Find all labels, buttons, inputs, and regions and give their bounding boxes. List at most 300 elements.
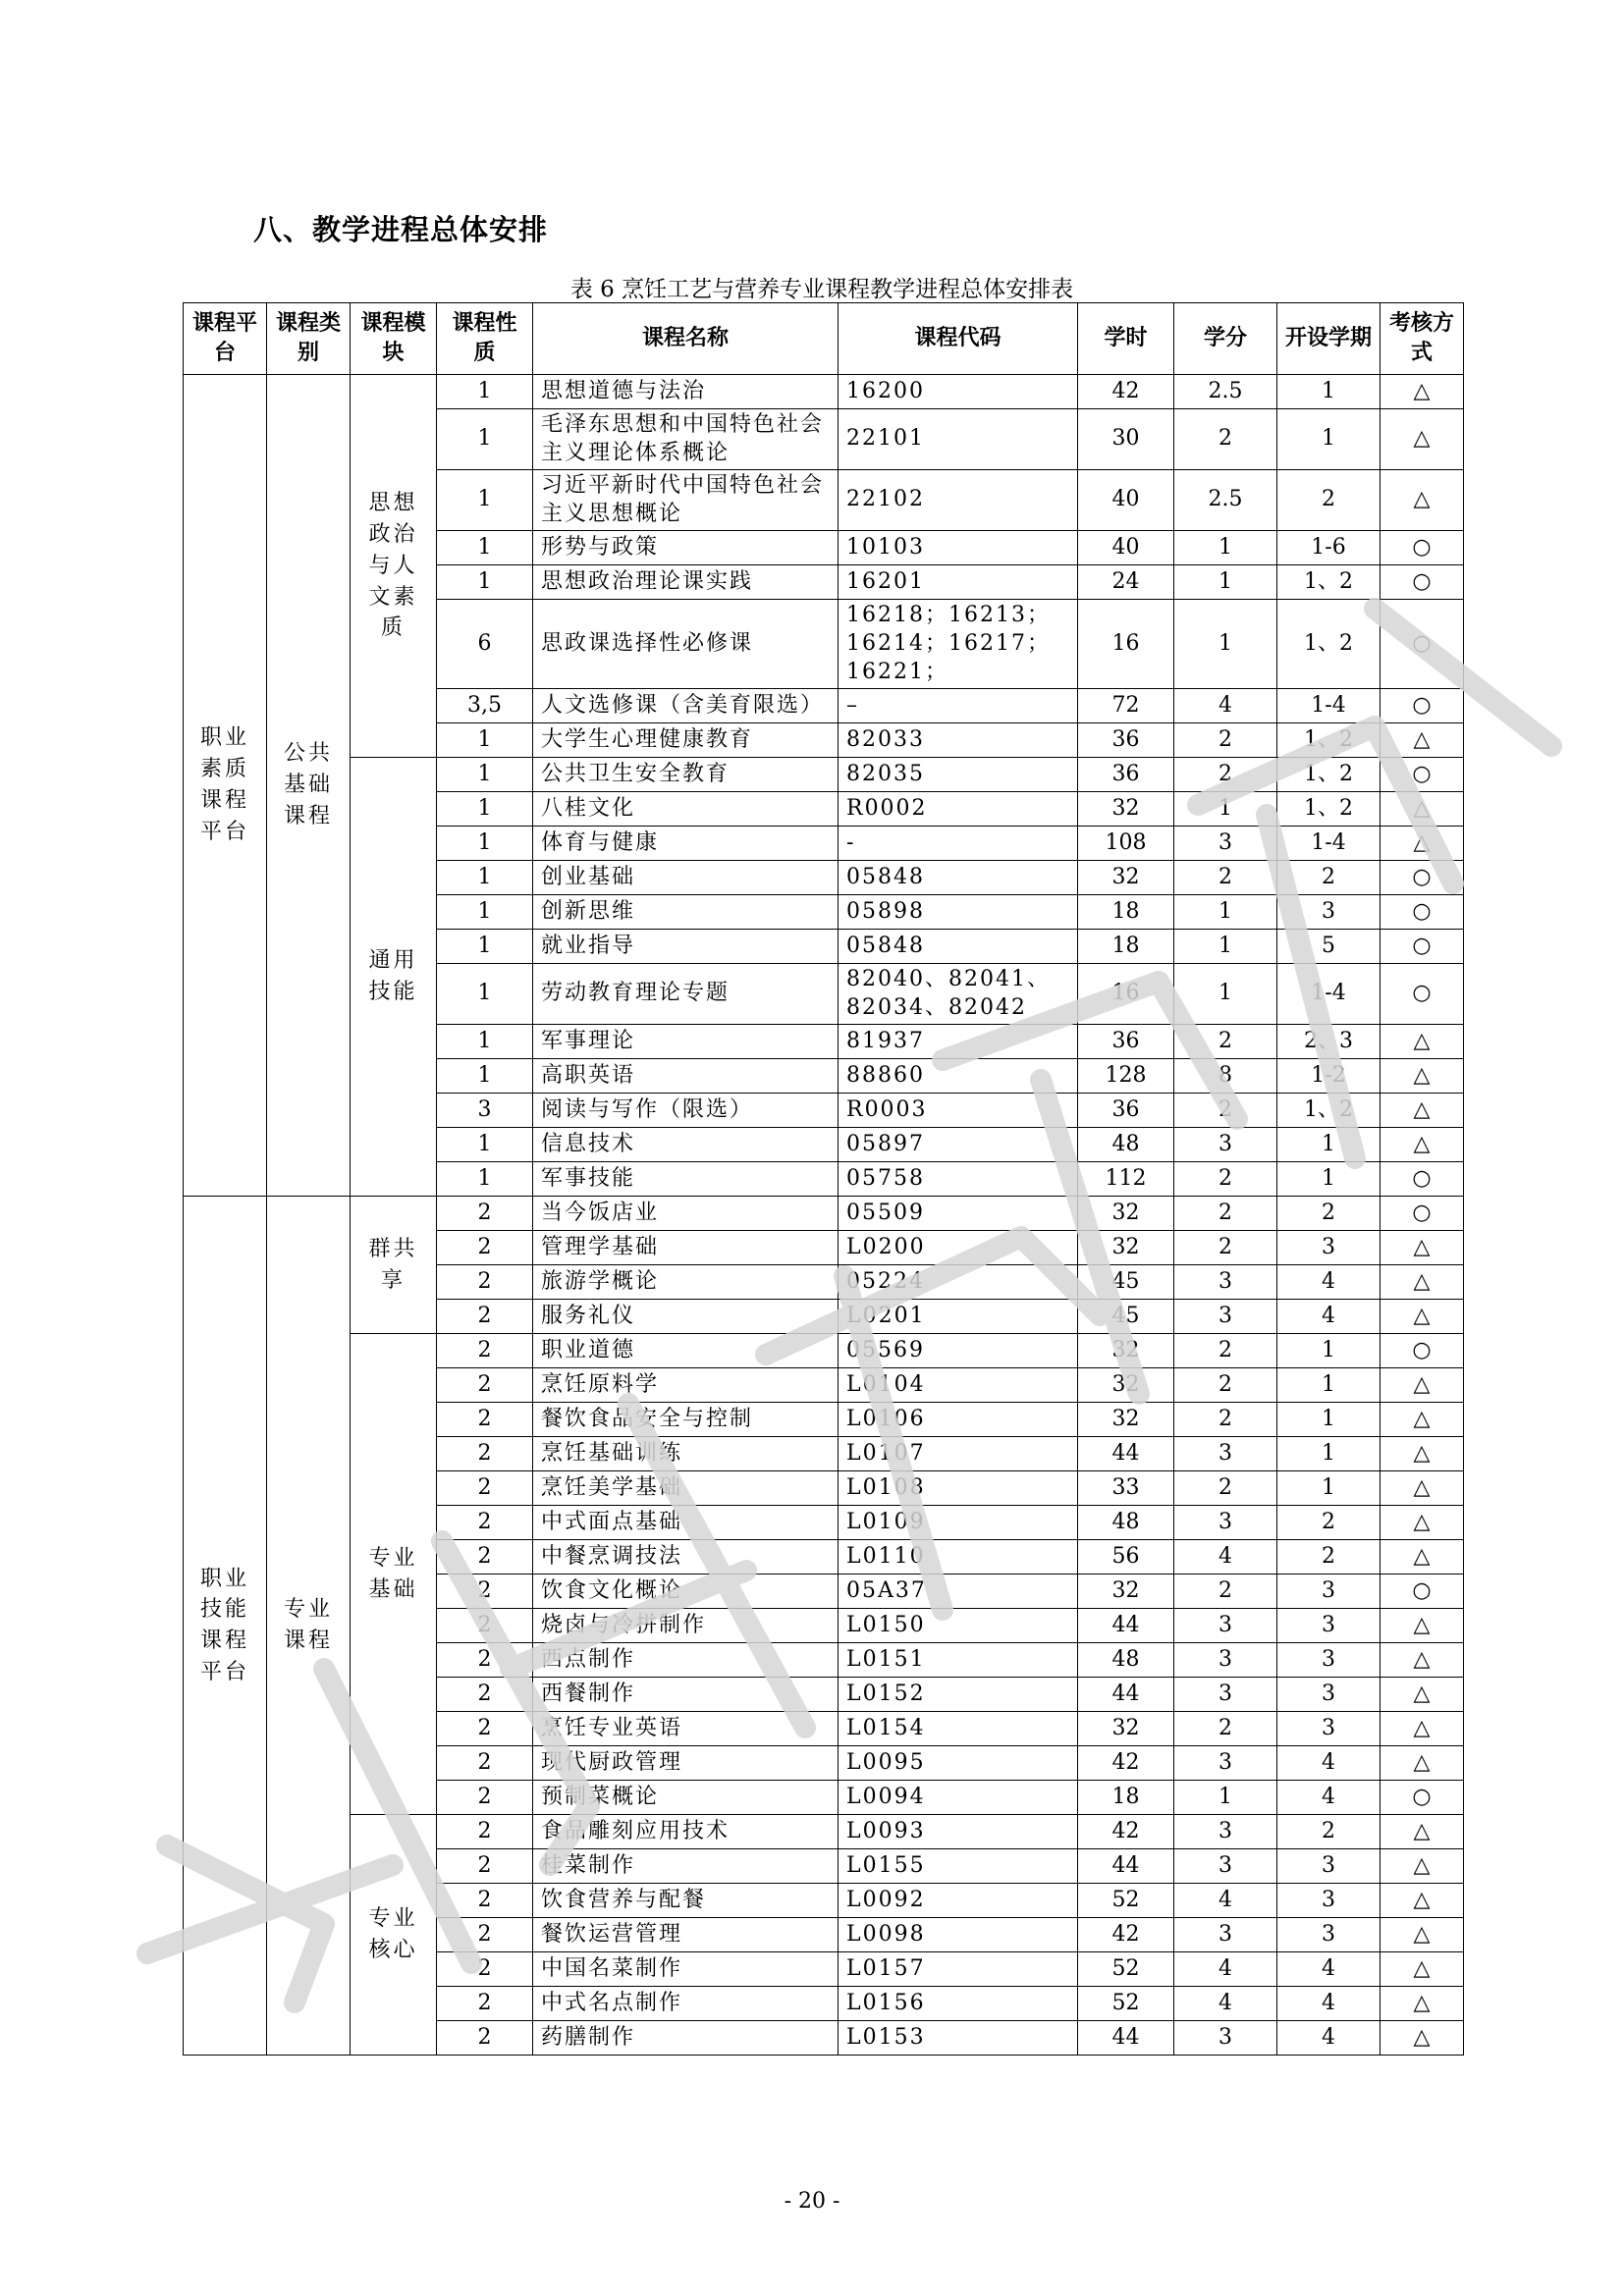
col-semester-header: 开设学期: [1277, 303, 1380, 375]
hours-cell: 32: [1078, 1575, 1174, 1609]
exam-cell: △: [1380, 1059, 1464, 1094]
course-name-cell: 中餐烹调技法: [533, 1540, 839, 1575]
nature-cell: 2: [437, 1952, 533, 1987]
course-code-cell: 05758: [839, 1162, 1078, 1197]
hours-cell: 42: [1078, 1746, 1174, 1781]
course-code-cell: -: [839, 827, 1078, 861]
semester-cell: 4: [1277, 1781, 1380, 1815]
nature-cell: 1: [437, 1059, 533, 1094]
exam-cell: △: [1380, 1746, 1464, 1781]
credits-cell: 2: [1174, 1712, 1277, 1746]
nature-cell: 2: [437, 1471, 533, 1506]
credits-cell: 3: [1174, 1849, 1277, 1884]
course-code-cell: L0109: [839, 1506, 1078, 1540]
credits-cell: 3: [1174, 827, 1277, 861]
nature-cell: 2: [437, 2021, 533, 2056]
semester-cell: 2、3: [1277, 1025, 1380, 1059]
semester-cell: 4: [1277, 2021, 1380, 2056]
course-name-cell: 公共卫生安全教育: [533, 758, 839, 792]
course-code-cell: R0002: [839, 792, 1078, 827]
course-code-cell: 22102: [839, 470, 1078, 531]
semester-cell: 3: [1277, 1575, 1380, 1609]
nature-cell: 3,5: [437, 689, 533, 723]
course-code-cell: 10103: [839, 531, 1078, 565]
exam-cell: ○: [1380, 1334, 1464, 1368]
course-name-cell: 中国名菜制作: [533, 1952, 839, 1987]
credits-cell: 2: [1174, 1403, 1277, 1437]
hours-cell: 48: [1078, 1128, 1174, 1162]
course-code-cell: L0092: [839, 1884, 1078, 1918]
credits-cell: 3: [1174, 1300, 1277, 1334]
exam-cell: ○: [1380, 895, 1464, 930]
credits-cell: 3: [1174, 1918, 1277, 1952]
nature-cell: 2: [437, 1643, 533, 1678]
course-name-cell: 饮食营养与配餐: [533, 1884, 839, 1918]
course-name-cell: 思想道德与法治: [533, 375, 839, 409]
course-code-cell: L0154: [839, 1712, 1078, 1746]
course-name-cell: 高职英语: [533, 1059, 839, 1094]
platform-cell: 职业素质课程平台: [184, 375, 267, 1197]
semester-cell: 1-4: [1277, 827, 1380, 861]
exam-cell: △: [1380, 375, 1464, 409]
course-code-cell: R0003: [839, 1094, 1078, 1128]
semester-cell: 2: [1277, 1815, 1380, 1849]
course-code-cell: L0200: [839, 1231, 1078, 1265]
course-name-cell: 饮食文化概论: [533, 1575, 839, 1609]
nature-cell: 2: [437, 1197, 533, 1231]
nature-cell: 1: [437, 964, 533, 1025]
course-name-cell: 创新思维: [533, 895, 839, 930]
course-name-cell: 桂菜制作: [533, 1849, 839, 1884]
col-nature-header: 课程性质: [437, 303, 533, 375]
nature-cell: 1: [437, 723, 533, 758]
hours-cell: 32: [1078, 1712, 1174, 1746]
col-exam-header: 考核方式: [1380, 303, 1464, 375]
credits-cell: 2: [1174, 409, 1277, 470]
semester-cell: 1、2: [1277, 565, 1380, 600]
hours-cell: 18: [1078, 895, 1174, 930]
course-code-cell: 22101: [839, 409, 1078, 470]
semester-cell: 4: [1277, 1300, 1380, 1334]
course-name-cell: 中式面点基础: [533, 1506, 839, 1540]
nature-cell: 1: [437, 792, 533, 827]
table-caption: 表 6 烹饪工艺与营养专业课程教学进程总体安排表: [569, 277, 1074, 302]
col-credits-header: 学分: [1174, 303, 1277, 375]
credits-cell: 4: [1174, 1952, 1277, 1987]
semester-cell: 3: [1277, 1678, 1380, 1712]
hours-cell: 36: [1078, 1025, 1174, 1059]
hours-cell: 52: [1078, 1987, 1174, 2021]
exam-cell: △: [1380, 1849, 1464, 1884]
credits-cell: 4: [1174, 1884, 1277, 1918]
course-code-cell: 05224: [839, 1265, 1078, 1300]
semester-cell: 1-4: [1277, 689, 1380, 723]
exam-cell: ○: [1380, 1575, 1464, 1609]
credits-cell: 4: [1174, 689, 1277, 723]
hours-cell: 18: [1078, 1781, 1174, 1815]
course-name-cell: 餐饮运营管理: [533, 1918, 839, 1952]
credits-cell: 2: [1174, 1334, 1277, 1368]
nature-cell: 2: [437, 1300, 533, 1334]
course-name-cell: 人文选修课（含美育限选）: [533, 689, 839, 723]
hours-cell: 32: [1078, 792, 1174, 827]
hours-cell: 44: [1078, 1609, 1174, 1643]
hours-cell: 42: [1078, 375, 1174, 409]
nature-cell: 2: [437, 1334, 533, 1368]
credits-cell: 2: [1174, 1471, 1277, 1506]
table-row: [184, 1334, 1464, 1368]
hours-cell: 32: [1078, 1334, 1174, 1368]
nature-cell: 1: [437, 531, 533, 565]
course-code-cell: 05848: [839, 930, 1078, 964]
course-code-cell: 82040、82041、82034、82042: [839, 964, 1078, 1025]
hours-cell: 42: [1078, 1918, 1174, 1952]
exam-cell: △: [1380, 1678, 1464, 1712]
exam-cell: △: [1380, 1643, 1464, 1678]
credits-cell: 8: [1174, 1059, 1277, 1094]
platform-cell: 职业技能课程平台: [184, 1197, 267, 2056]
course-name-cell: 思政课选择性必修课: [533, 600, 839, 689]
nature-cell: 1: [437, 1025, 533, 1059]
credits-cell: 1: [1174, 531, 1277, 565]
col-platform-header: 课程平台: [184, 303, 267, 375]
exam-cell: △: [1380, 1437, 1464, 1471]
table-row: [184, 375, 1464, 409]
exam-cell: △: [1380, 827, 1464, 861]
nature-cell: 2: [437, 1609, 533, 1643]
course-name-cell: 烧卤与冷拼制作: [533, 1609, 839, 1643]
course-code-cell: –: [839, 689, 1078, 723]
nature-cell: 1: [437, 827, 533, 861]
exam-cell: ○: [1380, 600, 1464, 689]
section-title: 八、教学进程总体安排: [253, 213, 549, 246]
course-code-cell: 05848: [839, 861, 1078, 895]
course-code-cell: L0098: [839, 1918, 1078, 1952]
course-code-cell: 82033: [839, 723, 1078, 758]
exam-cell: △: [1380, 1712, 1464, 1746]
course-name-cell: 军事技能: [533, 1162, 839, 1197]
exam-cell: ○: [1380, 1781, 1464, 1815]
exam-cell: △: [1380, 470, 1464, 531]
credits-cell: 1: [1174, 930, 1277, 964]
credits-cell: 3: [1174, 1506, 1277, 1540]
semester-cell: 1、2: [1277, 792, 1380, 827]
table-row: [184, 1197, 1464, 1231]
course-name-cell: 旅游学概论: [533, 1265, 839, 1300]
nature-cell: 2: [437, 1781, 533, 1815]
semester-cell: 2: [1277, 861, 1380, 895]
nature-cell: 2: [437, 1918, 533, 1952]
nature-cell: 1: [437, 1162, 533, 1197]
credits-cell: 3: [1174, 1128, 1277, 1162]
hours-cell: 108: [1078, 827, 1174, 861]
hours-cell: 44: [1078, 1678, 1174, 1712]
nature-cell: 2: [437, 1575, 533, 1609]
exam-cell: △: [1380, 1403, 1464, 1437]
course-name-cell: 体育与健康: [533, 827, 839, 861]
course-code-cell: L0150: [839, 1609, 1078, 1643]
credits-cell: 2.5: [1174, 470, 1277, 531]
hours-cell: 32: [1078, 1197, 1174, 1231]
exam-cell: △: [1380, 1540, 1464, 1575]
hours-cell: 24: [1078, 565, 1174, 600]
course-name-cell: 服务礼仪: [533, 1300, 839, 1334]
course-code-cell: L0151: [839, 1643, 1078, 1678]
course-name-cell: 中式名点制作: [533, 1987, 839, 2021]
course-code-cell: 05898: [839, 895, 1078, 930]
course-name-cell: 军事理论: [533, 1025, 839, 1059]
course-name-cell: 阅读与写作（限选）: [533, 1094, 839, 1128]
course-name-cell: 药膳制作: [533, 2021, 839, 2056]
course-code-cell: L0094: [839, 1781, 1078, 1815]
hours-cell: 36: [1078, 723, 1174, 758]
exam-cell: ○: [1380, 930, 1464, 964]
exam-cell: ○: [1380, 1197, 1464, 1231]
module-cell: 专业核心: [351, 1815, 437, 2056]
semester-cell: 3: [1277, 1884, 1380, 1918]
course-code-cell: 81937: [839, 1025, 1078, 1059]
course-name-cell: 烹饪美学基础: [533, 1471, 839, 1506]
course-name-cell: 思想政治理论课实践: [533, 565, 839, 600]
credits-cell: 3: [1174, 1746, 1277, 1781]
semester-cell: 1、2: [1277, 758, 1380, 792]
hours-cell: 16: [1078, 964, 1174, 1025]
semester-cell: 1、2: [1277, 723, 1380, 758]
hours-cell: 45: [1078, 1265, 1174, 1300]
semester-cell: 4: [1277, 1746, 1380, 1781]
hours-cell: 36: [1078, 1094, 1174, 1128]
course-code-cell: L0152: [839, 1678, 1078, 1712]
table-body: [184, 375, 1464, 2056]
credits-cell: 2: [1174, 1162, 1277, 1197]
credits-cell: 4: [1174, 1987, 1277, 2021]
course-code-cell: L0108: [839, 1471, 1078, 1506]
exam-cell: ○: [1380, 531, 1464, 565]
semester-cell: 1-2: [1277, 1059, 1380, 1094]
hours-cell: 32: [1078, 1403, 1174, 1437]
course-name-cell: 劳动教育理论专题: [533, 964, 839, 1025]
credits-cell: 2: [1174, 1575, 1277, 1609]
semester-cell: 1: [1277, 1368, 1380, 1403]
exam-cell: ○: [1380, 565, 1464, 600]
credits-cell: 3: [1174, 1609, 1277, 1643]
semester-cell: 1-4: [1277, 964, 1380, 1025]
credits-cell: 3: [1174, 1265, 1277, 1300]
semester-cell: 5: [1277, 930, 1380, 964]
nature-cell: 1: [437, 758, 533, 792]
credits-cell: 2: [1174, 861, 1277, 895]
nature-cell: 2: [437, 1506, 533, 1540]
exam-cell: △: [1380, 1368, 1464, 1403]
exam-cell: △: [1380, 1918, 1464, 1952]
credits-cell: 1: [1174, 895, 1277, 930]
credits-cell: 2: [1174, 1231, 1277, 1265]
nature-cell: 2: [437, 1403, 533, 1437]
credits-cell: 3: [1174, 1678, 1277, 1712]
semester-cell: 1、2: [1277, 600, 1380, 689]
exam-cell: △: [1380, 1471, 1464, 1506]
nature-cell: 2: [437, 1231, 533, 1265]
module-cell: 通用技能: [351, 758, 437, 1197]
col-category-header: 课程类别: [267, 303, 351, 375]
hours-cell: 52: [1078, 1884, 1174, 1918]
credits-cell: 3: [1174, 1437, 1277, 1471]
nature-cell: 1: [437, 930, 533, 964]
exam-cell: ○: [1380, 758, 1464, 792]
category-cell: 公共基础课程: [267, 375, 351, 1197]
exam-cell: △: [1380, 1094, 1464, 1128]
credits-cell: 2: [1174, 1368, 1277, 1403]
exam-cell: △: [1380, 1231, 1464, 1265]
nature-cell: 2: [437, 1884, 533, 1918]
col-module-header: 课程模块: [351, 303, 437, 375]
semester-cell: 3: [1277, 1643, 1380, 1678]
course-name-cell: 大学生心理健康教育: [533, 723, 839, 758]
course-name-cell: 八桂文化: [533, 792, 839, 827]
hours-cell: 36: [1078, 758, 1174, 792]
credits-cell: 1: [1174, 792, 1277, 827]
hours-cell: 40: [1078, 531, 1174, 565]
hours-cell: 112: [1078, 1162, 1174, 1197]
nature-cell: 2: [437, 1368, 533, 1403]
exam-cell: △: [1380, 1815, 1464, 1849]
hours-cell: 32: [1078, 1231, 1174, 1265]
hours-cell: 72: [1078, 689, 1174, 723]
hours-cell: 30: [1078, 409, 1174, 470]
course-code-cell: L0095: [839, 1746, 1078, 1781]
nature-cell: 1: [437, 565, 533, 600]
semester-cell: 3: [1277, 1231, 1380, 1265]
semester-cell: 1: [1277, 1162, 1380, 1197]
course-code-cell: 16201: [839, 565, 1078, 600]
exam-cell: △: [1380, 1952, 1464, 1987]
table-header-row: [184, 303, 1464, 375]
hours-cell: 42: [1078, 1815, 1174, 1849]
credits-cell: 2: [1174, 1025, 1277, 1059]
hours-cell: 18: [1078, 930, 1174, 964]
exam-cell: △: [1380, 409, 1464, 470]
course-name-cell: 烹饪基础训练: [533, 1437, 839, 1471]
semester-cell: 1、2: [1277, 1094, 1380, 1128]
course-code-cell: L0107: [839, 1437, 1078, 1471]
exam-cell: △: [1380, 1128, 1464, 1162]
course-name-cell: 形势与政策: [533, 531, 839, 565]
semester-cell: 3: [1277, 895, 1380, 930]
exam-cell: △: [1380, 1884, 1464, 1918]
exam-cell: △: [1380, 1987, 1464, 2021]
semester-cell: 3: [1277, 1849, 1380, 1884]
exam-cell: △: [1380, 1265, 1464, 1300]
credits-cell: 2: [1174, 1094, 1277, 1128]
semester-cell: 3: [1277, 1609, 1380, 1643]
course-name-cell: 就业指导: [533, 930, 839, 964]
semester-cell: 2: [1277, 1197, 1380, 1231]
semester-cell: 1: [1277, 1334, 1380, 1368]
credits-cell: 4: [1174, 1540, 1277, 1575]
course-name-cell: 习近平新时代中国特色社会主义思想概论: [533, 470, 839, 531]
exam-cell: ○: [1380, 689, 1464, 723]
hours-cell: 44: [1078, 2021, 1174, 2056]
page-number: - 20 -: [784, 2189, 840, 2214]
nature-cell: 1: [437, 1128, 533, 1162]
semester-cell: 1: [1277, 1437, 1380, 1471]
credits-cell: 1: [1174, 565, 1277, 600]
nature-cell: 1: [437, 895, 533, 930]
exam-cell: ○: [1380, 964, 1464, 1025]
nature-cell: 2: [437, 1540, 533, 1575]
exam-cell: △: [1380, 1506, 1464, 1540]
exam-cell: △: [1380, 792, 1464, 827]
course-code-cell: L0155: [839, 1849, 1078, 1884]
semester-cell: 4: [1277, 1952, 1380, 1987]
semester-cell: 2: [1277, 1506, 1380, 1540]
course-code-cell: L0110: [839, 1540, 1078, 1575]
hours-cell: 48: [1078, 1506, 1174, 1540]
course-name-cell: 毛泽东思想和中国特色社会主义理论体系概论: [533, 409, 839, 470]
course-code-cell: L0156: [839, 1987, 1078, 2021]
semester-cell: 1: [1277, 409, 1380, 470]
nature-cell: 1: [437, 409, 533, 470]
course-code-cell: 88860: [839, 1059, 1078, 1094]
course-name-cell: 烹饪原料学: [533, 1368, 839, 1403]
nature-cell: 2: [437, 1678, 533, 1712]
exam-cell: ○: [1380, 861, 1464, 895]
semester-cell: 1: [1277, 1128, 1380, 1162]
table-row: [184, 1815, 1464, 1849]
module-cell: 思想政治与人文素质: [351, 375, 437, 758]
hours-cell: 16: [1078, 600, 1174, 689]
credits-cell: 3: [1174, 1815, 1277, 1849]
course-name-cell: 管理学基础: [533, 1231, 839, 1265]
semester-cell: 1: [1277, 375, 1380, 409]
course-name-cell: 预制菜概论: [533, 1781, 839, 1815]
course-code-cell: 16200: [839, 375, 1078, 409]
semester-cell: 1-6: [1277, 531, 1380, 565]
nature-cell: 3: [437, 1094, 533, 1128]
course-code-cell: 05A37: [839, 1575, 1078, 1609]
module-cell: 群共享: [351, 1197, 437, 1334]
nature-cell: 2: [437, 1437, 533, 1471]
semester-cell: 3: [1277, 1918, 1380, 1952]
course-name-cell: 创业基础: [533, 861, 839, 895]
course-name-cell: 食品雕刻应用技术: [533, 1815, 839, 1849]
course-code-cell: 05897: [839, 1128, 1078, 1162]
course-name-cell: 职业道德: [533, 1334, 839, 1368]
exam-cell: △: [1380, 1300, 1464, 1334]
nature-cell: 1: [437, 375, 533, 409]
hours-cell: 48: [1078, 1643, 1174, 1678]
hours-cell: 44: [1078, 1437, 1174, 1471]
course-name-cell: 现代厨政管理: [533, 1746, 839, 1781]
credits-cell: 2: [1174, 758, 1277, 792]
nature-cell: 2: [437, 1265, 533, 1300]
hours-cell: 128: [1078, 1059, 1174, 1094]
col-code-header: 课程代码: [839, 303, 1078, 375]
hours-cell: 45: [1078, 1300, 1174, 1334]
hours-cell: 52: [1078, 1952, 1174, 1987]
exam-cell: △: [1380, 723, 1464, 758]
course-code-cell: L0093: [839, 1815, 1078, 1849]
hours-cell: 40: [1078, 470, 1174, 531]
course-name-cell: 烹饪专业英语: [533, 1712, 839, 1746]
credits-cell: 2.5: [1174, 375, 1277, 409]
course-code-cell: 05509: [839, 1197, 1078, 1231]
category-cell: 专业课程: [267, 1197, 351, 2056]
course-name-cell: 信息技术: [533, 1128, 839, 1162]
hours-cell: 32: [1078, 1368, 1174, 1403]
course-name-cell: 西点制作: [533, 1643, 839, 1678]
exam-cell: △: [1380, 1025, 1464, 1059]
